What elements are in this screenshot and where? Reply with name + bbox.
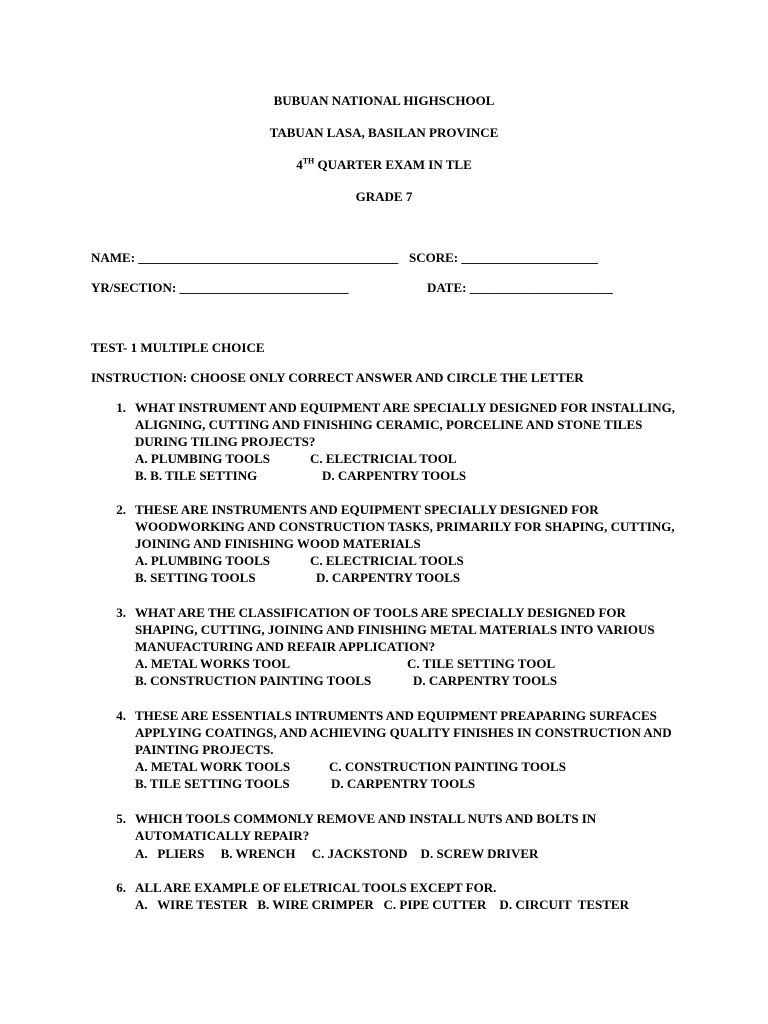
exam-title-text: QUARTER EXAM IN TLE xyxy=(314,157,472,172)
question-text: MANUFACTURING AND REFAIR APPLICATION? xyxy=(135,639,436,654)
option-a[interactable]: A. PLUMBING TOOLS xyxy=(135,553,270,568)
option-b[interactable]: B. B. TILE SETTING xyxy=(135,468,258,483)
question-text: DURING TILING PROJECTS? xyxy=(135,434,316,449)
question-text: THESE ARE INSTRUMENTS AND EQUIPMENT SPECIALLY DESIGNED FOR xyxy=(135,502,599,517)
option-c[interactable]: C. CONSTRUCTION PAINTING TOOLS xyxy=(329,759,566,774)
option-row[interactable]: A. WIRE TESTER B. WIRE CRIMPER C. PIPE CUTTER D. CIRCUIT TESTER xyxy=(135,897,629,912)
exam-number-suffix: TH xyxy=(302,156,315,166)
exam-title xyxy=(0,157,768,173)
school-name: BUBUAN NATIONAL HIGHSCHOOL xyxy=(273,93,495,108)
option-a[interactable]: A. METAL WORK TOOLS xyxy=(135,759,291,774)
question-text: WHAT INSTRUMENT AND EQUIPMENT ARE SPECIALLY DESIGNED FOR INSTALLING, xyxy=(135,400,675,415)
date-field[interactable]: DATE: ______________________ xyxy=(427,280,613,295)
option-a[interactable]: A. METAL WORKS TOOL xyxy=(135,656,291,671)
school-address: TABUAN LASA, BASILAN PROVINCE xyxy=(269,125,499,140)
option-a[interactable]: A. PLUMBING TOOLS xyxy=(135,451,270,466)
question-text: WOODWORKING AND CONSTRUCTION TASKS, PRIMARILY FOR SHAPING, CUTTING, xyxy=(135,519,675,534)
option-c[interactable]: C. ELECTRICIAL TOOLS xyxy=(310,553,464,568)
name-field[interactable]: NAME: ________________________________________ xyxy=(91,250,399,265)
question-text: ALIGNING, CUTTING AND FINISHING CERAMIC, PORCELINE AND STONE TILES xyxy=(135,417,643,432)
option-b[interactable]: B. SETTING TOOLS xyxy=(135,570,256,585)
score-field[interactable]: SCORE: _____________________ xyxy=(409,250,598,265)
option-c[interactable]: C. TILE SETTING TOOL xyxy=(407,656,556,671)
instruction: INSTRUCTION: CHOOSE ONLY CORRECT ANSWER AND CIRCLE THE LETTER xyxy=(91,370,584,385)
question-number: 2. xyxy=(116,502,126,517)
option-d[interactable]: D. CARPENTRY TOOLS xyxy=(322,468,467,483)
question-text: PAINTING PROJECTS. xyxy=(135,742,274,757)
option-d[interactable]: D. CARPENTRY TOOLS xyxy=(413,673,558,688)
question-number: 5. xyxy=(116,811,126,826)
option-d[interactable]: D. CARPENTRY TOOLS xyxy=(316,570,461,585)
option-b[interactable]: B. TILE SETTING TOOLS xyxy=(135,776,290,791)
option-c[interactable]: C. ELECTRICIAL TOOL xyxy=(310,451,457,466)
question-text: AUTOMATICALLY REPAIR? xyxy=(135,828,310,843)
question-text: APPLYING COATINGS, AND ACHIEVING QUALITY FINISHES IN CONSTRUCTION AND xyxy=(135,725,672,740)
question-number: 3. xyxy=(116,605,126,620)
question-text: THESE ARE ESSENTIALS INTRUMENTS AND EQUIPMENT PREAPARING SURFACES xyxy=(135,708,657,723)
grade-level: GRADE 7 xyxy=(355,189,413,204)
question-text: WHAT ARE THE CLASSIFICATION OF TOOLS ARE SPECIALLY DESIGNED FOR xyxy=(135,605,626,620)
question-text: SHAPING, CUTTING, JOINING AND FINISHING METAL MATERIALS INTO VARIOUS xyxy=(135,622,655,637)
test-title: TEST- 1 MULTIPLE CHOICE xyxy=(91,340,265,355)
question-number: 6. xyxy=(116,880,126,895)
question-text: ALL ARE EXAMPLE OF ELETRICAL TOOLS EXCEPT FOR. xyxy=(135,880,497,895)
option-row[interactable]: A. PLIERS B. WRENCH C. JACKSTOND D. SCREW DRIVER xyxy=(135,846,539,861)
exam-number: 4 xyxy=(296,157,303,172)
section-field[interactable]: YR/SECTION: __________________________ xyxy=(91,280,349,295)
question-text: JOINING AND FINISHING WOOD MATERIALS xyxy=(135,536,421,551)
option-b[interactable]: B. CONSTRUCTION PAINTING TOOLS xyxy=(135,673,372,688)
question-number: 4. xyxy=(116,708,126,723)
option-d[interactable]: D. CARPENTRY TOOLS xyxy=(331,776,476,791)
question-text: WHICH TOOLS COMMONLY REMOVE AND INSTALL NUTS AND BOLTS IN xyxy=(135,811,597,826)
question-number: 1. xyxy=(116,400,126,415)
